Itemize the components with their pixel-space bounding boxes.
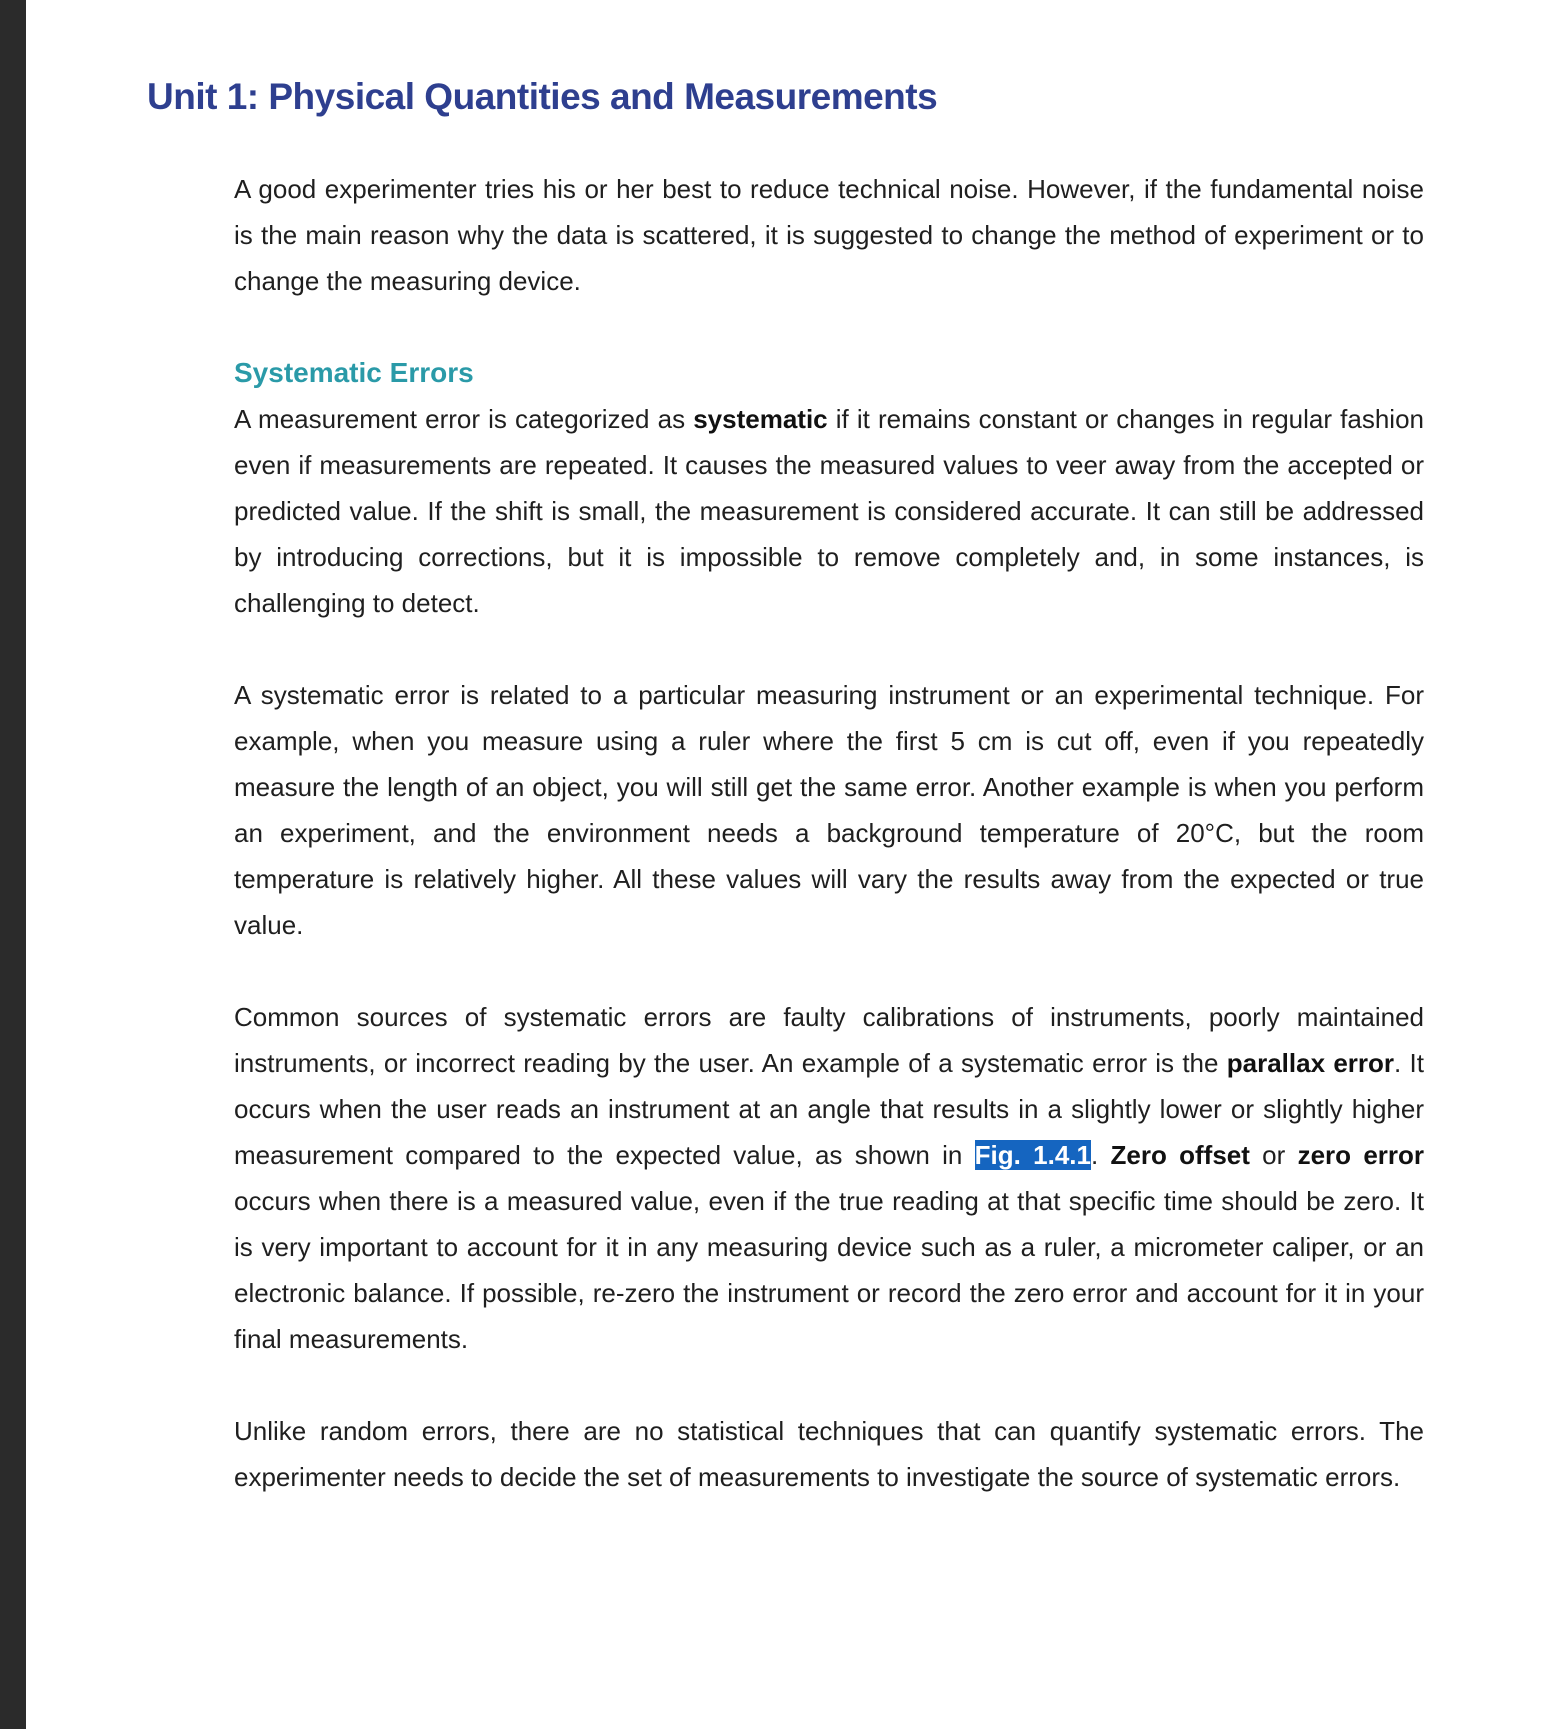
- bold-term-parallax-error: parallax error: [1226, 1048, 1395, 1078]
- document-page: [26, 0, 1541, 1729]
- text-run: .: [1090, 1140, 1111, 1170]
- text-run: occurs when there is a measured value, even if the true reading at that specific time should be zero. It is very important to account for it in any measuring device such as a ruler, a micrometer caliper, or an electronic balance. If possible, re-zero the instrument or record the zero error and account for it in your final measurements.: [234, 1186, 1424, 1354]
- viewer-left-gutter: [0, 0, 26, 1729]
- intro-paragraph: A good experimenter tries his or her best to reduce technical noise. However, if the fundamental noise is the main reason why the data is scattered, it is suggested to change the method of experiment or to change the measuring device.: [234, 174, 1424, 296]
- paragraph-systematic-definition: [234, 396, 1424, 626]
- text-run: . It occurs when the user reads an instrument at an angle that results in a slightly lower or slightly higher measurement compared to the expected value, as shown in: [234, 1048, 1424, 1170]
- text-run: or: [1249, 1140, 1298, 1170]
- paragraph-systematic-examples: A systematic error is related to a particular measuring instrument or an experimental technique. For example, when you measure using a ruler where the first 5 cm is cut off, even if you repeatedly measure the length of an object, you will still get the same error. Another example is when you perform an experiment, and the environment needs a background temperature of 20°C, but the room temperature is relatively higher. All these values will vary the results away from the expected or true value.: [234, 680, 1424, 940]
- bold-term-zero-offset: Zero offset: [1110, 1140, 1250, 1170]
- paragraph-error-sources: [234, 994, 1424, 1362]
- paragraph-random-vs-systematic: Unlike random errors, there are no statistical techniques that can quantify systematic errors. The experimenter needs to decide the set of measurements to investigate the source of systematic errors.: [234, 1416, 1424, 1492]
- unit-title: Unit 1: Physical Quantities and Measurements: [147, 76, 938, 117]
- text-run: if it remains constant or changes in regular fashion even if measurements are repeated. It causes the measured values to veer away from the accepted or predicted value. If the shift is small, the measurement is considered accurate. It can still be addressed by introducing corrections, but it is impossible to remove completely and, in some instances, is challenging to detect.: [234, 404, 1424, 618]
- text-run: Common sources of systematic errors are faulty calibrations of instruments, poorly maintained instruments, or incorrect reading by the user. An example of a systematic error is the: [234, 1002, 1424, 1078]
- text-run: A measurement error is categorized as: [234, 404, 694, 434]
- page-content: [234, 166, 1424, 1500]
- bold-term-systematic: systematic: [693, 404, 828, 434]
- section-heading-systematic-errors: Systematic Errors: [234, 357, 474, 388]
- figure-reference-selected[interactable]: Fig. 1.4.1: [974, 1140, 1091, 1170]
- bold-term-zero-error: zero error: [1297, 1140, 1425, 1170]
